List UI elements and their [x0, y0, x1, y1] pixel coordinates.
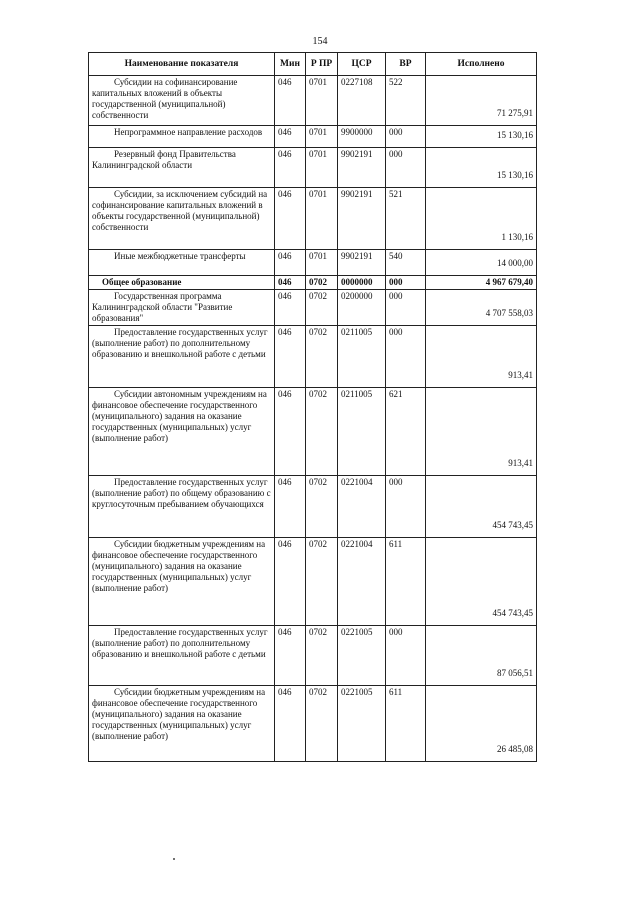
cell-ministry-text: 046 [278, 539, 292, 549]
cell-section-text: 0702 [309, 291, 327, 301]
cell-executed-amount [426, 626, 537, 686]
cell-target-article-text: 9900000 [341, 127, 373, 137]
cell-expense-type-text: 000 [389, 149, 403, 159]
cell-ministry-text: 046 [278, 77, 292, 87]
cell-section-text: 0702 [309, 327, 327, 337]
cell-target-article [338, 538, 386, 626]
cell-executed-amount-text: 15 130,16 [497, 170, 533, 180]
cell-section [306, 188, 338, 250]
cell-ministry-text: 046 [278, 627, 292, 637]
cell-section [306, 476, 338, 538]
cell-indicator-name-text: Субсидии, за исключением субсидий на софинансирование капитальных вложений в объекты государственной (муниципальной) собственности [92, 189, 268, 232]
header-expense-type: ВР [386, 53, 426, 76]
cell-expense-type-text: 000 [389, 327, 403, 337]
cell-indicator-name-text: Субсидии автономным учреждениям на финансовое обеспечение государственного (муниципального) задания на оказание государственных (муниципальных) услуг (выполнение работ) [92, 389, 267, 443]
cell-target-article [338, 276, 386, 290]
cell-indicator-name-text: Предоставление государственных услуг (выполнение работ) по дополнительному образованию и внешкольной работе с детьми [92, 627, 268, 659]
cell-indicator-name-text: Субсидии на софинансирование капитальных вложений в объекты государственной (муниципальной) собственности [92, 77, 238, 120]
table-row [89, 326, 537, 388]
cell-ministry-text: 046 [278, 327, 292, 337]
cell-target-article-text: 0211005 [341, 327, 373, 337]
cell-indicator-name-text: Непрограммное направление расходов [114, 127, 263, 137]
table-row [89, 148, 537, 188]
cell-target-article [338, 250, 386, 276]
cell-expense-type-text: 000 [389, 277, 403, 287]
cell-section [306, 388, 338, 476]
cell-executed-amount [426, 250, 537, 276]
cell-expense-type-text: 621 [389, 389, 403, 399]
cell-indicator-name-text: Предоставление государственных услуг (выполнение работ) по общему образованию с круглосуточным пребыванием обучающихся [92, 477, 271, 509]
cell-target-article [338, 686, 386, 762]
cell-ministry [275, 686, 306, 762]
cell-expense-type [386, 276, 426, 290]
cell-executed-amount-text: 14 000,00 [497, 258, 533, 268]
cell-target-article [338, 76, 386, 126]
cell-ministry [275, 538, 306, 626]
cell-ministry [275, 476, 306, 538]
cell-indicator-name [89, 388, 275, 476]
cell-section-text: 0701 [309, 77, 327, 87]
table-header [89, 53, 537, 76]
cell-target-article-text: 0221005 [341, 627, 373, 637]
cell-target-article [338, 626, 386, 686]
table-row [89, 626, 537, 686]
cell-expense-type [386, 290, 426, 326]
cell-indicator-name [89, 476, 275, 538]
cell-section-text: 0702 [309, 277, 327, 287]
cell-expense-type-text: 000 [389, 291, 403, 301]
cell-section [306, 76, 338, 126]
cell-target-article [338, 476, 386, 538]
cell-expense-type [386, 538, 426, 626]
cell-section-text: 0701 [309, 127, 327, 137]
cell-ministry [275, 276, 306, 290]
cell-expense-type [386, 148, 426, 188]
cell-ministry-text: 046 [278, 277, 292, 287]
cell-target-article [338, 126, 386, 148]
cell-expense-type [386, 188, 426, 250]
cell-indicator-name [89, 290, 275, 326]
cell-executed-amount [426, 326, 537, 388]
cell-section-text: 0702 [309, 539, 327, 549]
budget-table [88, 52, 537, 762]
cell-executed-amount-text: 26 485,08 [497, 744, 533, 754]
cell-ministry-text: 046 [278, 291, 292, 301]
cell-section-text: 0702 [309, 477, 327, 487]
cell-expense-type-text: 522 [389, 77, 403, 87]
cell-ministry [275, 326, 306, 388]
cell-section-text: 0702 [309, 627, 327, 637]
cell-target-article [338, 326, 386, 388]
table-row [89, 538, 537, 626]
cell-target-article-text: 0227108 [341, 77, 373, 87]
header-indicator-name: Наименование показателя [89, 53, 275, 76]
header-row [89, 53, 537, 76]
cell-ministry-text: 046 [278, 389, 292, 399]
cell-target-article-text: 9902191 [341, 189, 373, 199]
cell-expense-type-text: 000 [389, 127, 403, 137]
budget-table-container [88, 52, 536, 762]
cell-expense-type-text: 540 [389, 251, 403, 261]
cell-section [306, 290, 338, 326]
cell-target-article-text: 0211005 [341, 389, 373, 399]
cell-ministry [275, 148, 306, 188]
table-body [89, 76, 537, 762]
cell-expense-type [386, 476, 426, 538]
cell-executed-amount-text: 4 707 558,03 [485, 308, 533, 318]
cell-ministry [275, 250, 306, 276]
cell-indicator-name [89, 188, 275, 250]
cell-indicator-name-text: Субсидии бюджетным учреждениям на финансовое обеспечение государственного (муниципального) задания на оказание государственных (муниципальных) услуг (выполнение работ) [92, 687, 266, 741]
table-row [89, 250, 537, 276]
scan-speck [173, 858, 175, 860]
cell-executed-amount [426, 290, 537, 326]
cell-ministry [275, 188, 306, 250]
cell-ministry [275, 76, 306, 126]
cell-executed-amount-text: 913,41 [508, 370, 533, 380]
cell-expense-type [386, 250, 426, 276]
cell-ministry-text: 046 [278, 251, 292, 261]
cell-executed-amount [426, 276, 537, 290]
table-row [89, 276, 537, 290]
cell-section-text: 0702 [309, 389, 327, 399]
table-row [89, 188, 537, 250]
cell-target-article [338, 290, 386, 326]
cell-expense-type [386, 126, 426, 148]
cell-target-article-text: 0221005 [341, 687, 373, 697]
cell-section-text: 0701 [309, 149, 327, 159]
cell-ministry-text: 046 [278, 189, 292, 199]
cell-expense-type [386, 326, 426, 388]
page-number: 154 [312, 36, 328, 47]
table-row [89, 686, 537, 762]
table-row [89, 476, 537, 538]
cell-indicator-name-text: Государственная программа Калининградской области "Развитие образования" [92, 291, 233, 323]
cell-indicator-name [89, 148, 275, 188]
cell-executed-amount [426, 388, 537, 476]
cell-expense-type-text: 521 [389, 189, 403, 199]
cell-indicator-name [89, 538, 275, 626]
cell-section [306, 326, 338, 388]
cell-executed-amount-text: 87 056,51 [497, 668, 533, 678]
cell-indicator-name-text: Субсидии бюджетным учреждениям на финансовое обеспечение государственного (муниципального) задания на оказание государственных (муниципальных) услуг (выполнение работ) [92, 539, 266, 593]
cell-expense-type [386, 388, 426, 476]
cell-indicator-name [89, 326, 275, 388]
cell-executed-amount [426, 538, 537, 626]
cell-section [306, 250, 338, 276]
cell-target-article-text: 0221004 [341, 539, 373, 549]
cell-target-article-text: 0000000 [341, 277, 373, 287]
cell-target-article [338, 148, 386, 188]
table-row [89, 290, 537, 326]
cell-executed-amount-text: 913,41 [508, 458, 533, 468]
cell-section-text: 0701 [309, 251, 327, 261]
cell-indicator-name [89, 626, 275, 686]
cell-expense-type [386, 76, 426, 126]
cell-executed-amount [426, 126, 537, 148]
header-section: Р ПР [306, 53, 338, 76]
cell-section [306, 626, 338, 686]
cell-indicator-name [89, 126, 275, 148]
cell-indicator-name [89, 686, 275, 762]
cell-expense-type-text: 000 [389, 477, 403, 487]
cell-executed-amount [426, 76, 537, 126]
cell-executed-amount [426, 476, 537, 538]
cell-indicator-name [89, 250, 275, 276]
cell-target-article [338, 188, 386, 250]
cell-target-article [338, 388, 386, 476]
cell-ministry-text: 046 [278, 149, 292, 159]
cell-ministry-text: 046 [278, 127, 292, 137]
cell-indicator-name-text: Иные межбюджетные трансферты [114, 251, 246, 261]
cell-indicator-name [89, 276, 275, 290]
cell-target-article-text: 0200000 [341, 291, 373, 301]
cell-executed-amount-text: 15 130,16 [497, 130, 533, 140]
cell-executed-amount-text: 454 743,45 [492, 520, 533, 530]
cell-ministry-text: 046 [278, 477, 292, 487]
cell-section [306, 538, 338, 626]
cell-section-text: 0701 [309, 189, 327, 199]
cell-section-text: 0702 [309, 687, 327, 697]
cell-section [306, 686, 338, 762]
cell-expense-type [386, 686, 426, 762]
cell-ministry [275, 626, 306, 686]
cell-target-article-text: 9902191 [341, 149, 373, 159]
header-ministry: Мин [275, 53, 306, 76]
cell-indicator-name [89, 76, 275, 126]
cell-executed-amount [426, 686, 537, 762]
cell-section [306, 148, 338, 188]
table-row [89, 388, 537, 476]
cell-ministry [275, 388, 306, 476]
cell-executed-amount-text: 71 275,91 [497, 108, 533, 118]
cell-indicator-name-text: Предоставление государственных услуг (выполнение работ) по дополнительному образованию и внешкольной работе с детьми [92, 327, 268, 359]
cell-executed-amount-text: 1 130,16 [501, 232, 533, 242]
cell-section [306, 126, 338, 148]
cell-expense-type [386, 626, 426, 686]
cell-indicator-name-text: Резервный фонд Правительства Калининградской области [92, 149, 236, 170]
table-row [89, 76, 537, 126]
header-executed: Исполнено [426, 53, 537, 76]
cell-ministry [275, 290, 306, 326]
cell-executed-amount [426, 148, 537, 188]
cell-ministry-text: 046 [278, 687, 292, 697]
table-row [89, 126, 537, 148]
cell-target-article-text: 9902191 [341, 251, 373, 261]
cell-expense-type-text: 611 [389, 539, 403, 549]
cell-expense-type-text: 000 [389, 627, 403, 637]
cell-ministry [275, 126, 306, 148]
cell-executed-amount [426, 188, 537, 250]
cell-section [306, 276, 338, 290]
cell-executed-amount-text: 454 743,45 [492, 608, 533, 618]
cell-expense-type-text: 611 [389, 687, 403, 697]
cell-target-article-text: 0221004 [341, 477, 373, 487]
cell-indicator-name-text: Общее образование [102, 277, 182, 287]
cell-executed-amount-text: 4 967 679,40 [485, 277, 533, 287]
header-target-article: ЦСР [338, 53, 386, 76]
